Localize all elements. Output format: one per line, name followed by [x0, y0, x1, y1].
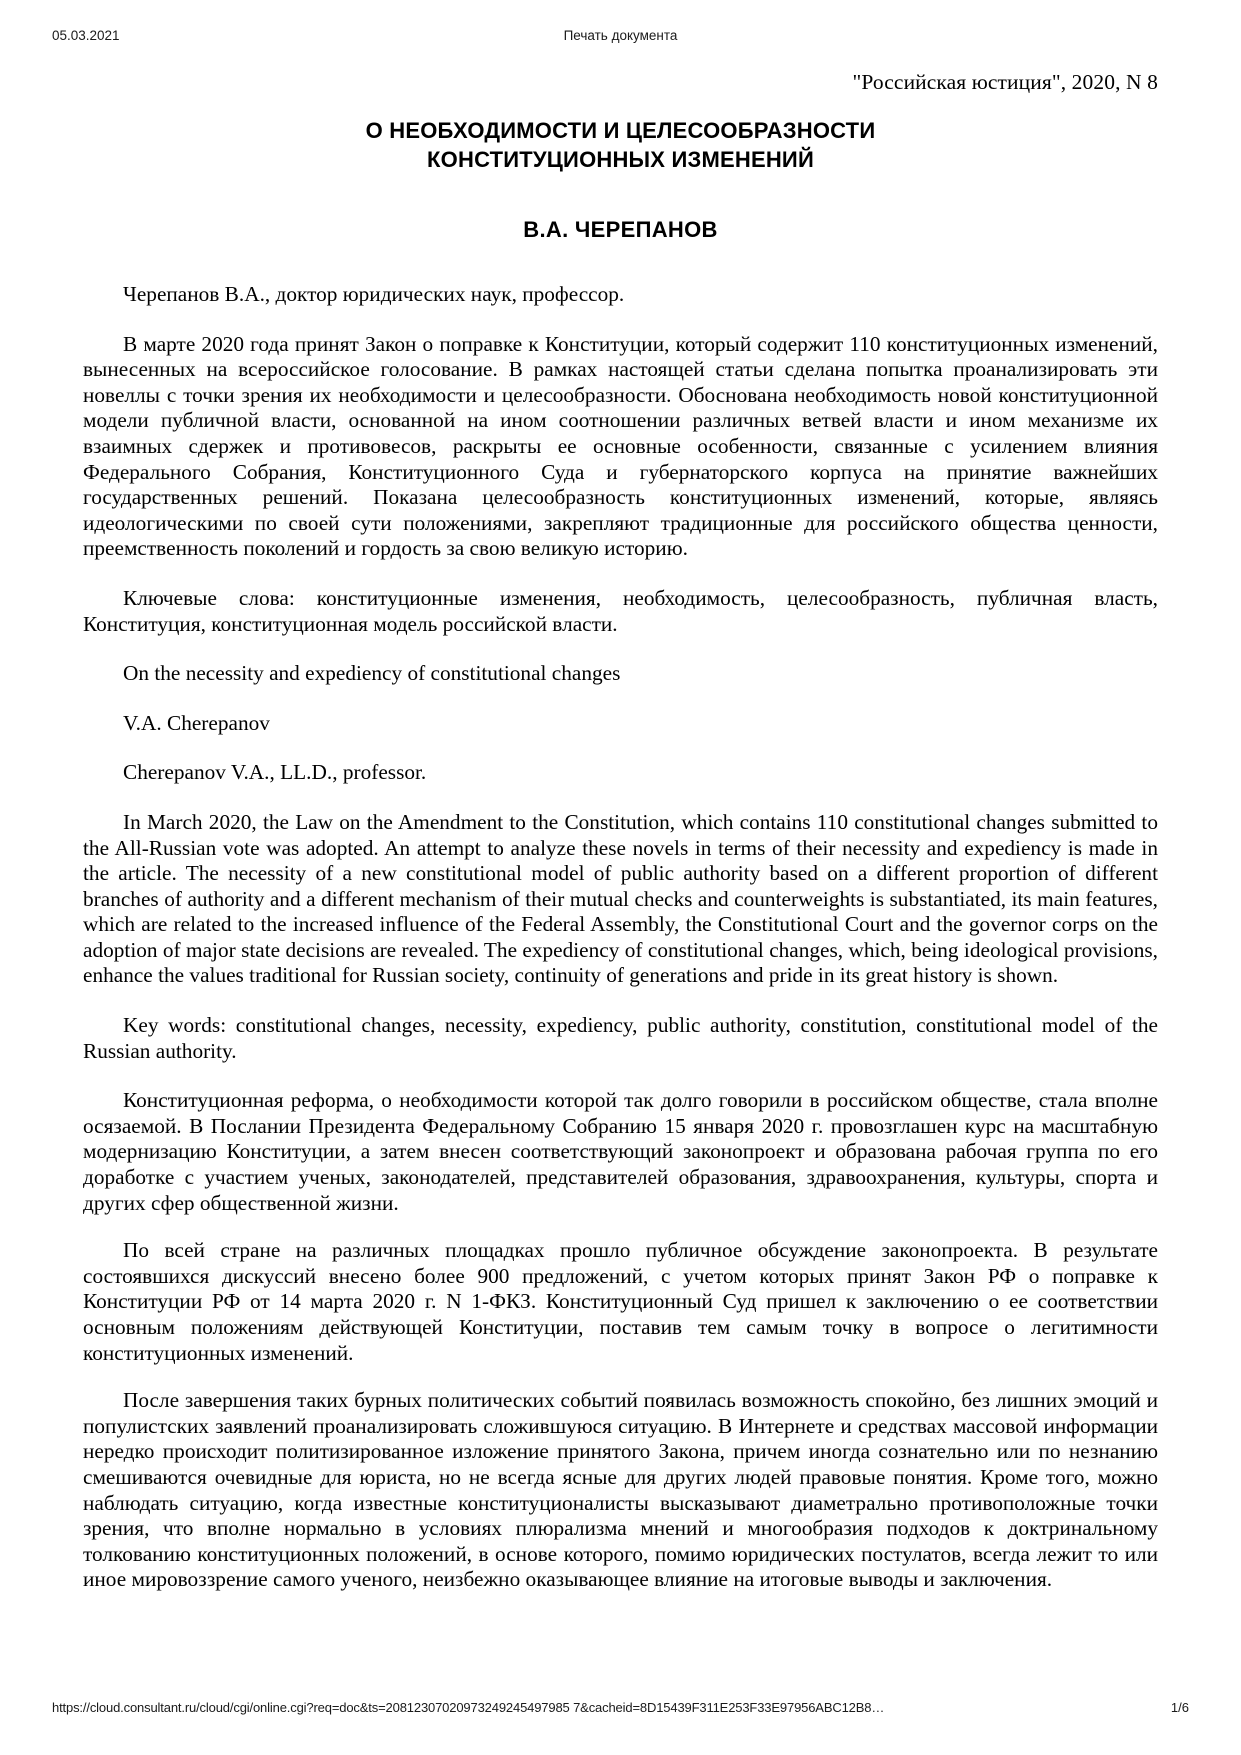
body-paragraph-2: По всей стране на различных площадках прошло публичное обсуждение законопроекта. В результате состоявшихся дискуссий внесено более 900 предложений, с учетом которых принят Закон РФ о поправке к Конституции РФ от 14 марта 2020 г. N 1-ФКЗ. Конституционный Суд пришел к заключению о ее соответствии основным положениям действующей Конституции, поставив тем самым точку в вопросе о легитимности конституционных изменений. — [83, 1238, 1158, 1365]
author-heading: В.А. ЧЕРЕПАНОВ — [523, 217, 718, 242]
page-title-line-1: О НЕОБХОДИМОСТИ И ЦЕЛЕСООБРАЗНОСТИ — [365, 118, 876, 143]
print-header — [0, 28, 1241, 48]
abstract-en: In March 2020, the Law on the Amendment to the Constitution, which contains 110 constitutional changes submitted to the All-Russian vote was adopted. An attempt to analyze these novels in terms of their necessity and expediency is made in the article. The necessity of a new constitutional model of public authority based on a different proportion of different branches of authority and a different mechanism of their mutual checks and counterweights is substantiated, its main features, which are related to the increased influence of the Federal Assembly, the Constitutional Court and the governor corps on the adoption of major state decisions are revealed. The expediency of constitutional changes, which, being ideological provisions, enhance the values traditional for Russian society, continuity of generations and pride in its great history is shown. — [83, 809, 1158, 988]
print-header-title: Печать документа — [563, 28, 678, 43]
abstract-ru: В марте 2020 года принят Закон о поправке к Конституции, который содержит 110 конституционных изменений, вынесенных на всероссийское голосование. В рамках настоящей статьи сделана попытка проанализировать эти новеллы с точки зрения их необходимости и целесообразности. Обоснована необходимость новой конституционной модели публичной власти, основанной на ином соотношении различных ветвей власти и ином механизме их взаимных сдержек и противовесов, раскрыты ее основные особенности, связанные с усилением влияния Федерального Собрания, Конституционного Суда и губернаторского корпуса на принятие важнейших государственных решений. Показана целесообразность конституционных изменений, которые, являясь идеологическими по своей сути положениями, закрепляют традиционные для российского общества ценности, преемственность поколений и гордость за свою великую историю. — [83, 331, 1158, 561]
print-footer-url[interactable]: https://cloud.consultant.ru/cloud/cgi/online.cgi?req=doc&ts=20812307020973249245497985 7&cacheid=8D15439F311E253F33E97956ABC12B8… — [52, 1700, 885, 1715]
author-credentials: Черепанов В.А., доктор юридических наук, профессор. — [123, 282, 625, 306]
author-credentials-en: Cherepanov V.A., LL.D., professor. — [123, 760, 427, 785]
print-header-date: 05.03.2021 — [52, 28, 120, 43]
keywords-ru: Ключевые слова: конституционные изменения, необходимость, целесообразность, публичная власть, Конституция, конституционная модель российской власти. — [83, 585, 1158, 636]
print-footer — [0, 1700, 1241, 1720]
page-title — [83, 116, 1158, 174]
body-paragraph-3: После завершения таких бурных политических событий появилась возможность спокойно, без лишних эмоций и популистских заявлений проанализировать сложившуюся ситуацию. В Интернете и средствах массовой информации нередко происходит политизированное изложение принятого Закона, причем иногда сознательно или по незнанию смешиваются очевидные для юриста, но не всегда ясные для других людей правовые понятия. Кроме того, можно наблюдать ситуацию, когда известные конституционалисты высказывают диаметрально противоположные точки зрения, что вполне нормально в условиях плюрализма мнений и многообразия подходов к доктринальному толкованию конституционных положений, в основе которого, помимо юридических постулатов, всегда лежит то или иное мировоззрение самого ученого, неизбежно оказывающее влияние на итоговые выводы и заключения. — [83, 1388, 1158, 1592]
body-paragraph-1: Конституционная реформа, о необходимости которой так долго говорили в российском обществе, стала вполне осязаемой. В Послании Президента Федеральному Собранию 15 января 2020 г. провозглашен курс на масштабную модернизацию Конституции, а затем внесен соответствующий законопроект и образована рабочая группа по его доработке с участием ученых, законодателей, представителей образования, здравоохранения, культуры, спорта и других сфер общественной жизни. — [83, 1088, 1158, 1215]
document-page — [83, 68, 1158, 1593]
page-title-line-2: КОНСТИТУЦИОННЫХ ИЗМЕНЕНИЙ — [427, 147, 814, 172]
keywords-en: Key words: constitutional changes, necessity, expediency, public authority, constitution, constitutional model of the Russian authority. — [83, 1013, 1158, 1063]
print-footer-page-indicator: 1/6 — [1170, 1700, 1189, 1715]
author-en: V.A. Cherepanov — [123, 710, 270, 735]
source-citation: "Российская юстиция", 2020, N 8 — [852, 70, 1158, 94]
title-en: On the necessity and expediency of constitutional changes — [123, 661, 621, 686]
